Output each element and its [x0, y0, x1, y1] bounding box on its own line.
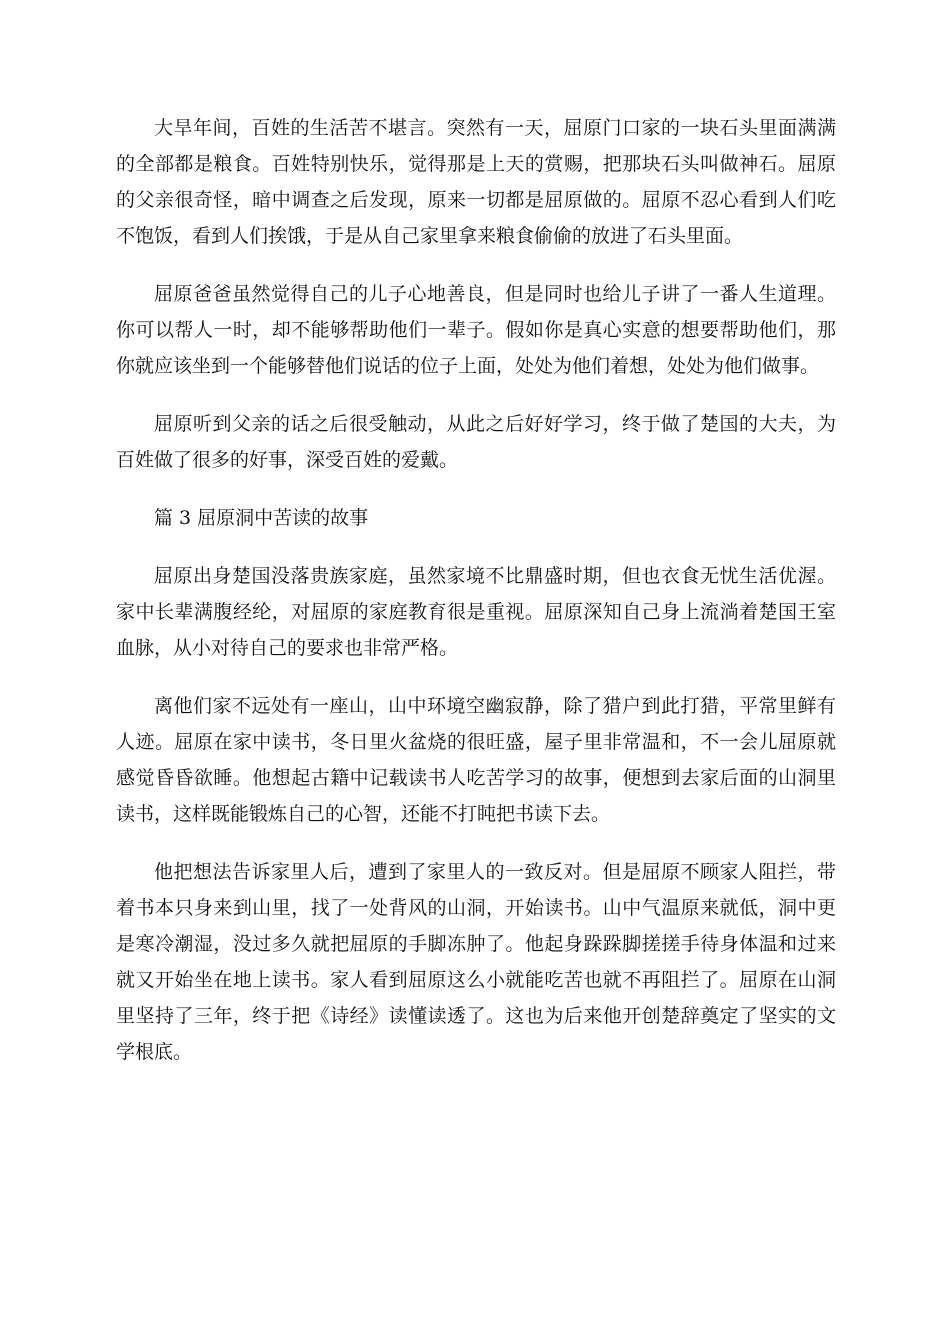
paragraph-3: 屈原听到父亲的话之后很受触动，从此之后好好学习，终于做了楚国的大夫，为百姓做了很多的好事，深受百姓的爱戴。 — [116, 413, 836, 471]
paragraph-1: 大旱年间，百姓的生活苦不堪言。突然有一天，屈原门口家的一块石头里面满满的全部都是粮食。百姓特别快乐，觉得那是上天的赏赐，把那块石头叫做神石。屈原的父亲很奇怪，暗中调查之后发现，原来一切都是屈原做的。屈原不忍心看到人们吃不饱饭，看到人们挨饿，于是从自己家里拿来粮食偷偷的放进了石头里面。 — [116, 117, 836, 247]
section-paragraph-1: 屈原出身楚国没落贵族家庭，虽然家境不比鼎盛时期，但也衣食无忧生活优渥。家中长辈满腹经纶，对屈原的家庭教育很是重视。屈原深知自己身上流淌着楚国王室血脉，从小对待自己的要求也非常严格。 — [116, 565, 836, 659]
section-paragraph-2: 离他们家不远处有一座山，山中环境空幽寂静，除了猎户到此打猎，平常里鲜有人迹。屈原在家中读书，冬日里火盆烧的很旺盛，屋子里非常温和，不一会儿屈原就感觉昏昏欲睡。他想起古籍中记载读书人吃苦学习的故事，便想到去家后面的山洞里读书，这样既能锻炼自己的心智，还能不打盹把书读下去。 — [116, 695, 836, 825]
section-heading: 篇 3 屈原洞中苦读的故事 — [154, 507, 369, 529]
section-paragraph-3: 他把想法告诉家里人后，遭到了家里人的一致反对。但是屈原不顾家人阻拦，带着书本只身来到山里，找了一处背风的山洞，开始读书。山中气温原来就低，洞中更是寒冷潮湿，没过多久就把屈原的手脚冻肿了。他起身跺跺脚搓搓手待身体温和过来就又开始坐在地上读书。家人看到屈原这么小就能吃苦也就不再阻拦了。屈原在山洞里坚持了三年，终于把《诗经》读懂读透了。这也为后来他开创楚辞奠定了坚实的文学根底。 — [116, 861, 836, 1063]
paragraph-2: 屈原爸爸虽然觉得自己的儿子心地善良，但是同时也给儿子讲了一番人生道理。你可以帮人一时，却不能够帮助他们一辈子。假如你是真心实意的想要帮助他们，那你就应该坐到一个能够替他们说话的位子上面，处处为他们着想，处处为他们做事。 — [116, 283, 836, 377]
document-page — [116, 110, 836, 1092]
